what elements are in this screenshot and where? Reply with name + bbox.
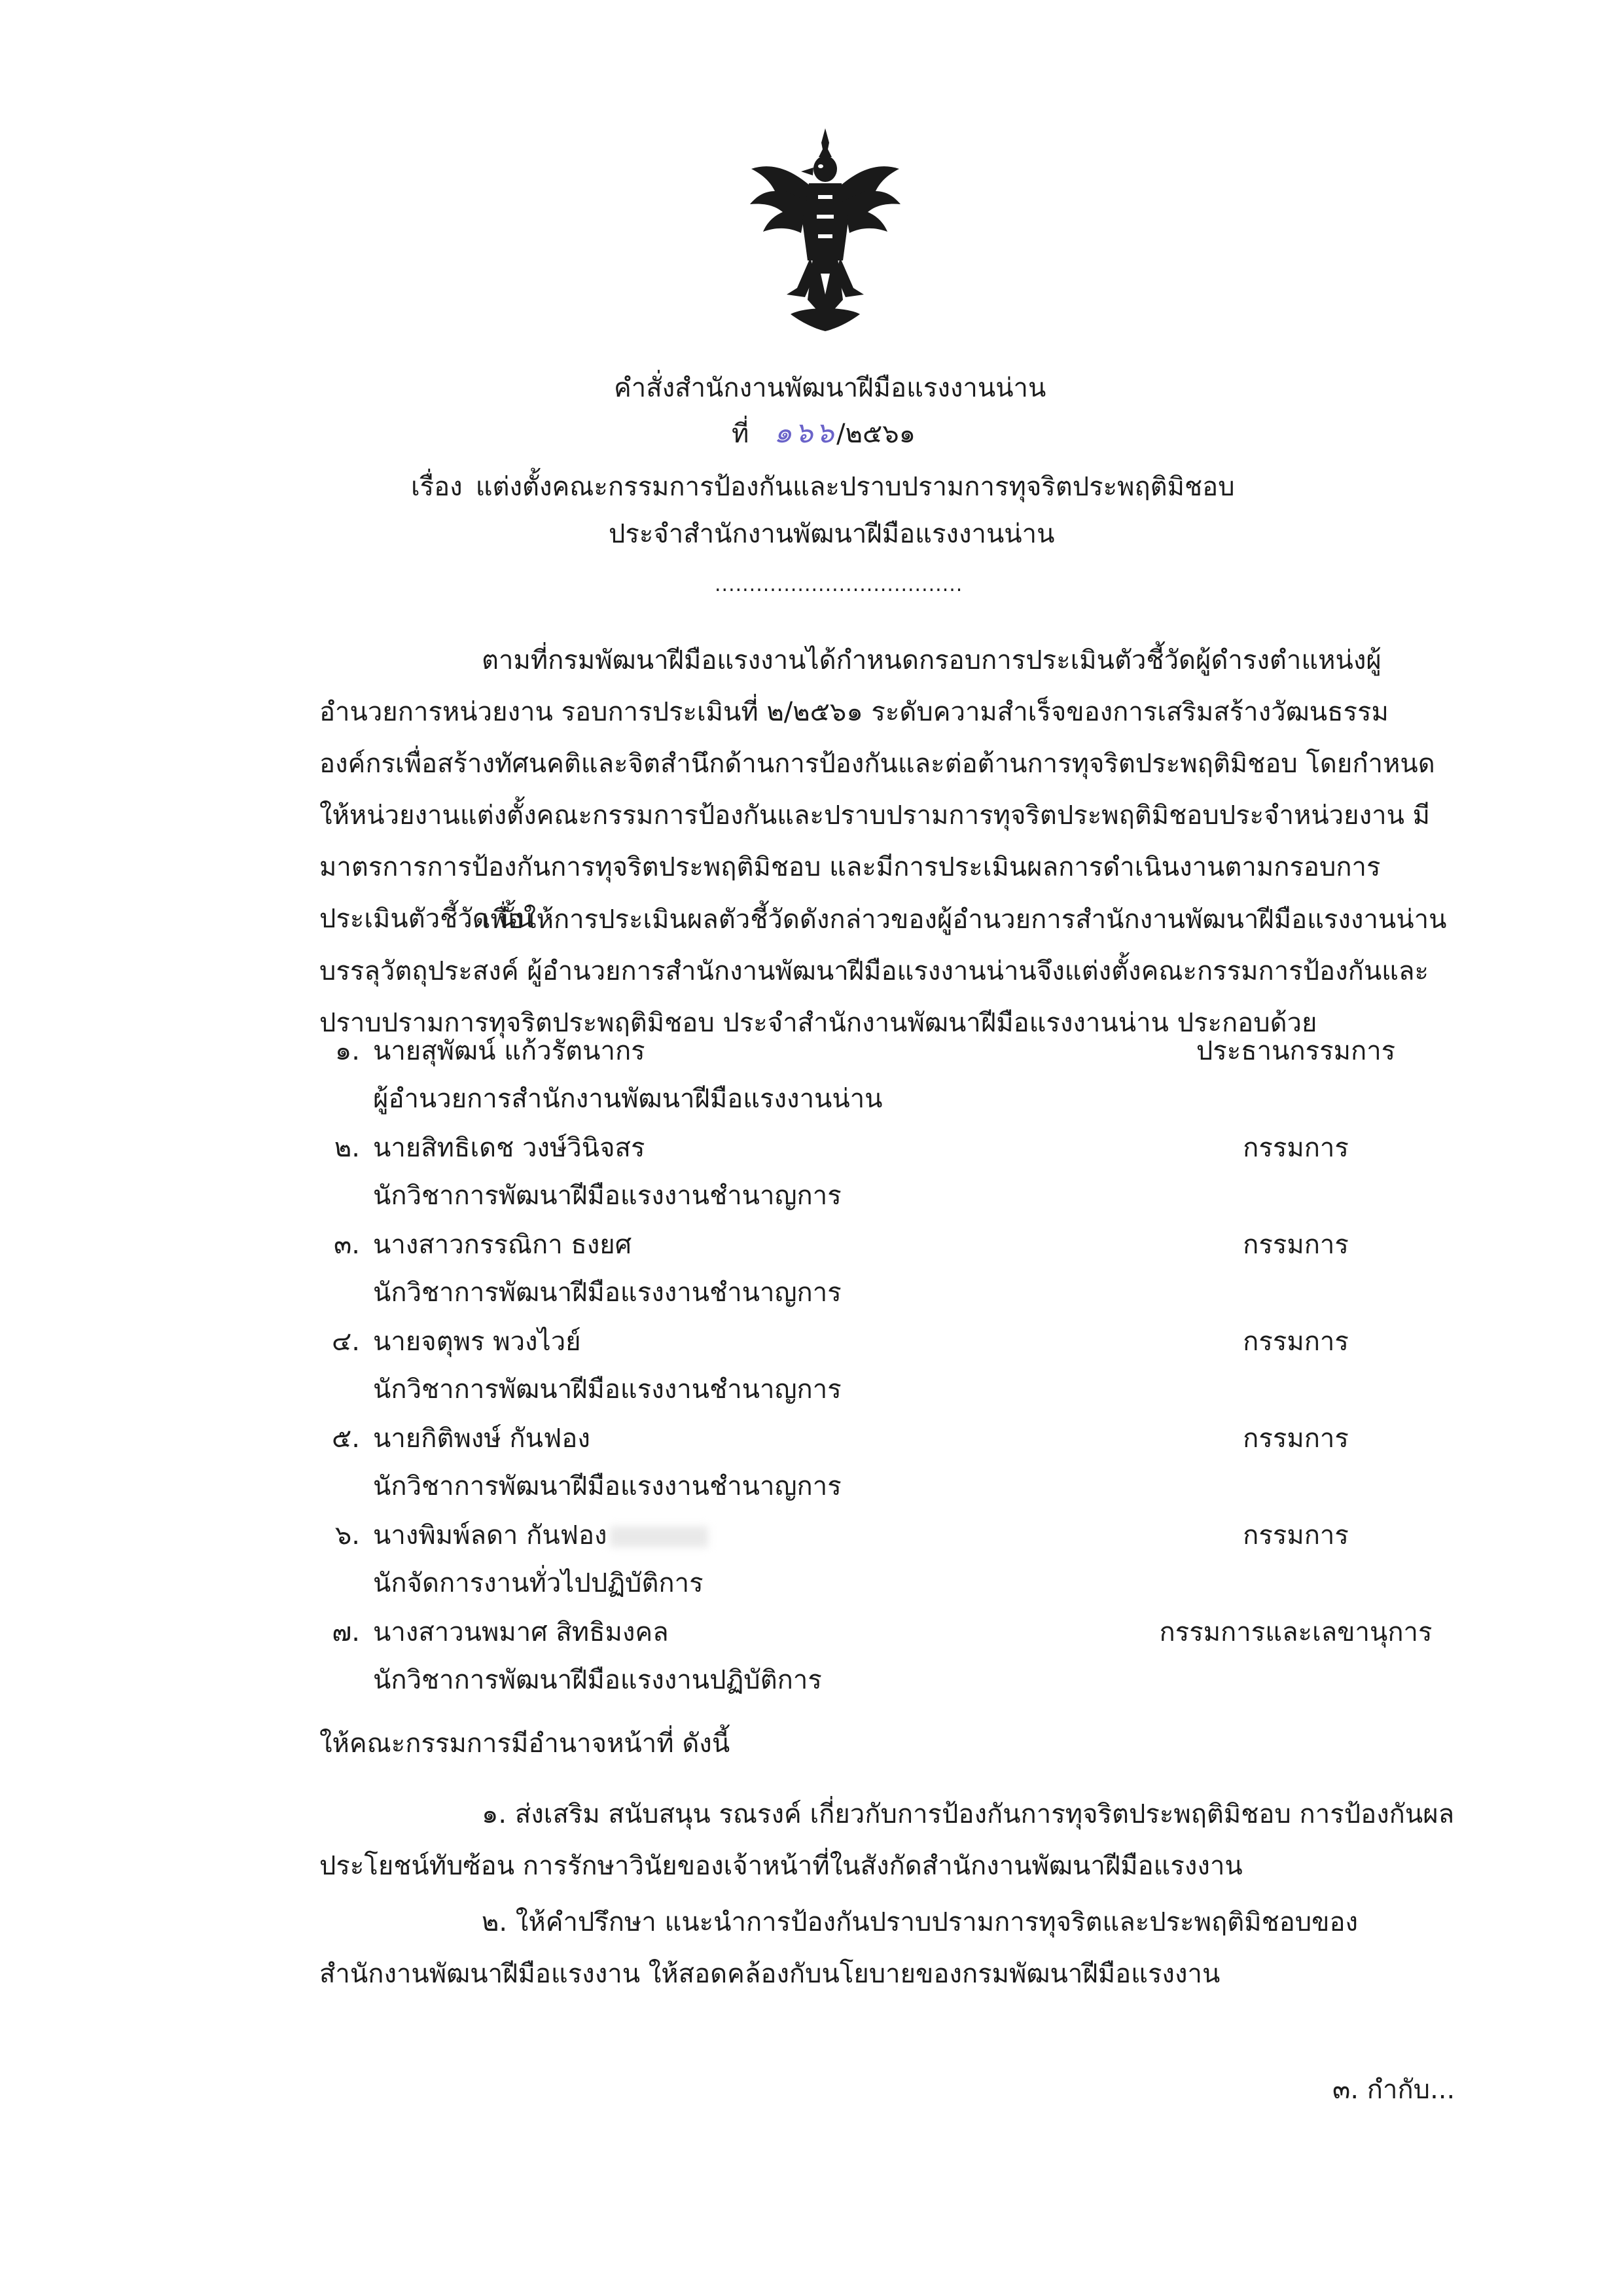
- member-name: นายสุพัฒน์ แก้วรัตนากร: [373, 1036, 645, 1066]
- duty-item-1: ๑. ส่งเสริม สนับสนุน รณรงค์ เกี่ยวกับการป้องกันการทุจริตประพฤติมิชอบ การป้องกันผลประโยชน์ทับซ้อน การรักษาวินัยของเจ้าหน้าที่ในสังกัดสำนักงานพัฒนาฝีมือแรงงาน: [319, 1799, 1455, 1881]
- member-name: นายกิติพงษ์ กันฟอง: [373, 1424, 590, 1454]
- duty-item-2: ๒. ให้คำปรึกษา แนะนำการป้องกันปราบปรามการทุจริตและประพฤติมิชอบของสำนักงานพัฒนาฝีมือแรงงาน ให้สอดคล้องกับนโยบายของกรมพัฒนาฝีมือแรงงาน: [319, 1907, 1359, 1989]
- member-name: นายสิทธิเดช วงษ์วินิจสร: [373, 1133, 645, 1163]
- member-position: นักวิชาการพัฒนาฝีมือแรงงานชำนาญการ: [373, 1471, 842, 1501]
- member-number: ๑.: [334, 1036, 360, 1066]
- member-name: นางสาวกรรณิกา ธงยศ: [373, 1230, 632, 1260]
- member-name: นายจตุพร พวงไวย์: [373, 1327, 581, 1357]
- member-position: นักวิชาการพัฒนาฝีมือแรงงานชำนาญการ: [373, 1278, 842, 1308]
- subject-label: เรื่อง: [411, 472, 463, 502]
- member-number: ๓.: [333, 1230, 360, 1260]
- garuda-emblem-icon: [745, 123, 906, 339]
- member-role: กรรมการ: [1243, 1327, 1349, 1357]
- subject-line: [411, 469, 1235, 505]
- subject-line-2: ประจำสำนักงานพัฒนาฝีมือแรงงานน่าน: [609, 519, 1055, 549]
- member-position: นักวิชาการพัฒนาฝีมือแรงงานชำนาญการ: [373, 1374, 842, 1405]
- member-role: กรรมการและเลขานุการ: [1159, 1617, 1433, 1647]
- paragraph-2: เพื่อให้การประเมินผลตัวชี้วัดดังกล่าวของผู้อำนวยการสำนักงานพัฒนาฝีมือแรงงานน่าน บรรลุวัตถุประสงค์ ผู้อำนวยการสำนักงานพัฒนาฝีมือแรงงานน่านจึงแต่งตั้งคณะกรรมการป้องกันและปราบปรามการทุจริตประพฤติมิชอบ ประจำสำนักงานพัฒนาฝีมือแรงงานน่าน ประกอบด้วย: [319, 905, 1447, 1038]
- member-role: ประธานกรรมการ: [1196, 1036, 1396, 1066]
- member-position: ผู้อำนวยการสำนักงานพัฒนาฝีมือแรงงานน่าน: [373, 1084, 883, 1114]
- member-number: ๖.: [334, 1520, 360, 1551]
- order-number: [732, 415, 916, 452]
- member-name: นางสาวนพมาศ สิทธิมงคล: [373, 1617, 669, 1647]
- member-number: ๔.: [332, 1327, 360, 1357]
- member-role: กรรมการ: [1243, 1230, 1349, 1260]
- continuation-marker: ๓. กำกับ...: [1332, 2075, 1455, 2105]
- member-role: กรรมการ: [1243, 1520, 1349, 1551]
- member-name: นางพิมพ์ลดา กันฟอง: [373, 1520, 607, 1551]
- order-number-label: ที่: [732, 419, 749, 449]
- member-number: ๕.: [332, 1424, 360, 1454]
- redacted-text: [610, 1526, 708, 1547]
- member-position: นักวิชาการพัฒนาฝีมือแรงงานชำนาญการ: [373, 1181, 842, 1211]
- member-position: นักจัดการงานทั่วไปปฏิบัติการ: [373, 1568, 704, 1598]
- member-number: ๗.: [332, 1617, 360, 1647]
- handwritten-number: ๑๖๖: [774, 416, 837, 450]
- order-year: /๒๕๖๑: [836, 419, 916, 449]
- member-name-row: [373, 1517, 708, 1554]
- paragraph-1: ตามที่กรมพัฒนาฝีมือแรงงานได้กำหนดกรอบการประเมินตัวชี้วัดผู้ดำรงตำแหน่งผู้อำนวยการหน่วยงาน รอบการประเมินที่ ๒/๒๕๖๑ ระดับความสำเร็จของการเสริมสร้างวัฒนธรรมองค์กรเพื่อสร้างทัศนคติและจิตสำนึกด้านการป้องกันและต่อต้านการทุจริตประพฤติมิชอบ โดยกำหนดให้หน่วยงานแต่งตั้งคณะกรรมการป้องกันและปราบปรามการทุจริตประพฤติมิชอบประจำหน่วยงาน มีมาตรการการป้องกันการทุจริตประพฤติมิชอบ และมีการประเมินผลการดำเนินงานตามกรอบการประเมินตัวชี้วัด นั้น: [319, 645, 1435, 934]
- member-number: ๒.: [334, 1133, 360, 1163]
- duties-intro: ให้คณะกรรมการมีอำนาจหน้าที่ ดังนี้: [319, 1729, 730, 1759]
- member-position: นักวิชาการพัฒนาฝีมือแรงงานปฏิบัติการ: [373, 1665, 822, 1695]
- document-title: คำสั่งสำนักงานพัฒนาฝีมือแรงงานน่าน: [614, 373, 1046, 403]
- member-role: กรรมการ: [1243, 1424, 1349, 1454]
- subject-text: แต่งตั้งคณะกรรมการป้องกันและปราบปรามการทุจริตประพฤติมิชอบ: [475, 472, 1235, 502]
- separator: ....................................: [715, 573, 963, 596]
- member-role: กรรมการ: [1243, 1133, 1349, 1163]
